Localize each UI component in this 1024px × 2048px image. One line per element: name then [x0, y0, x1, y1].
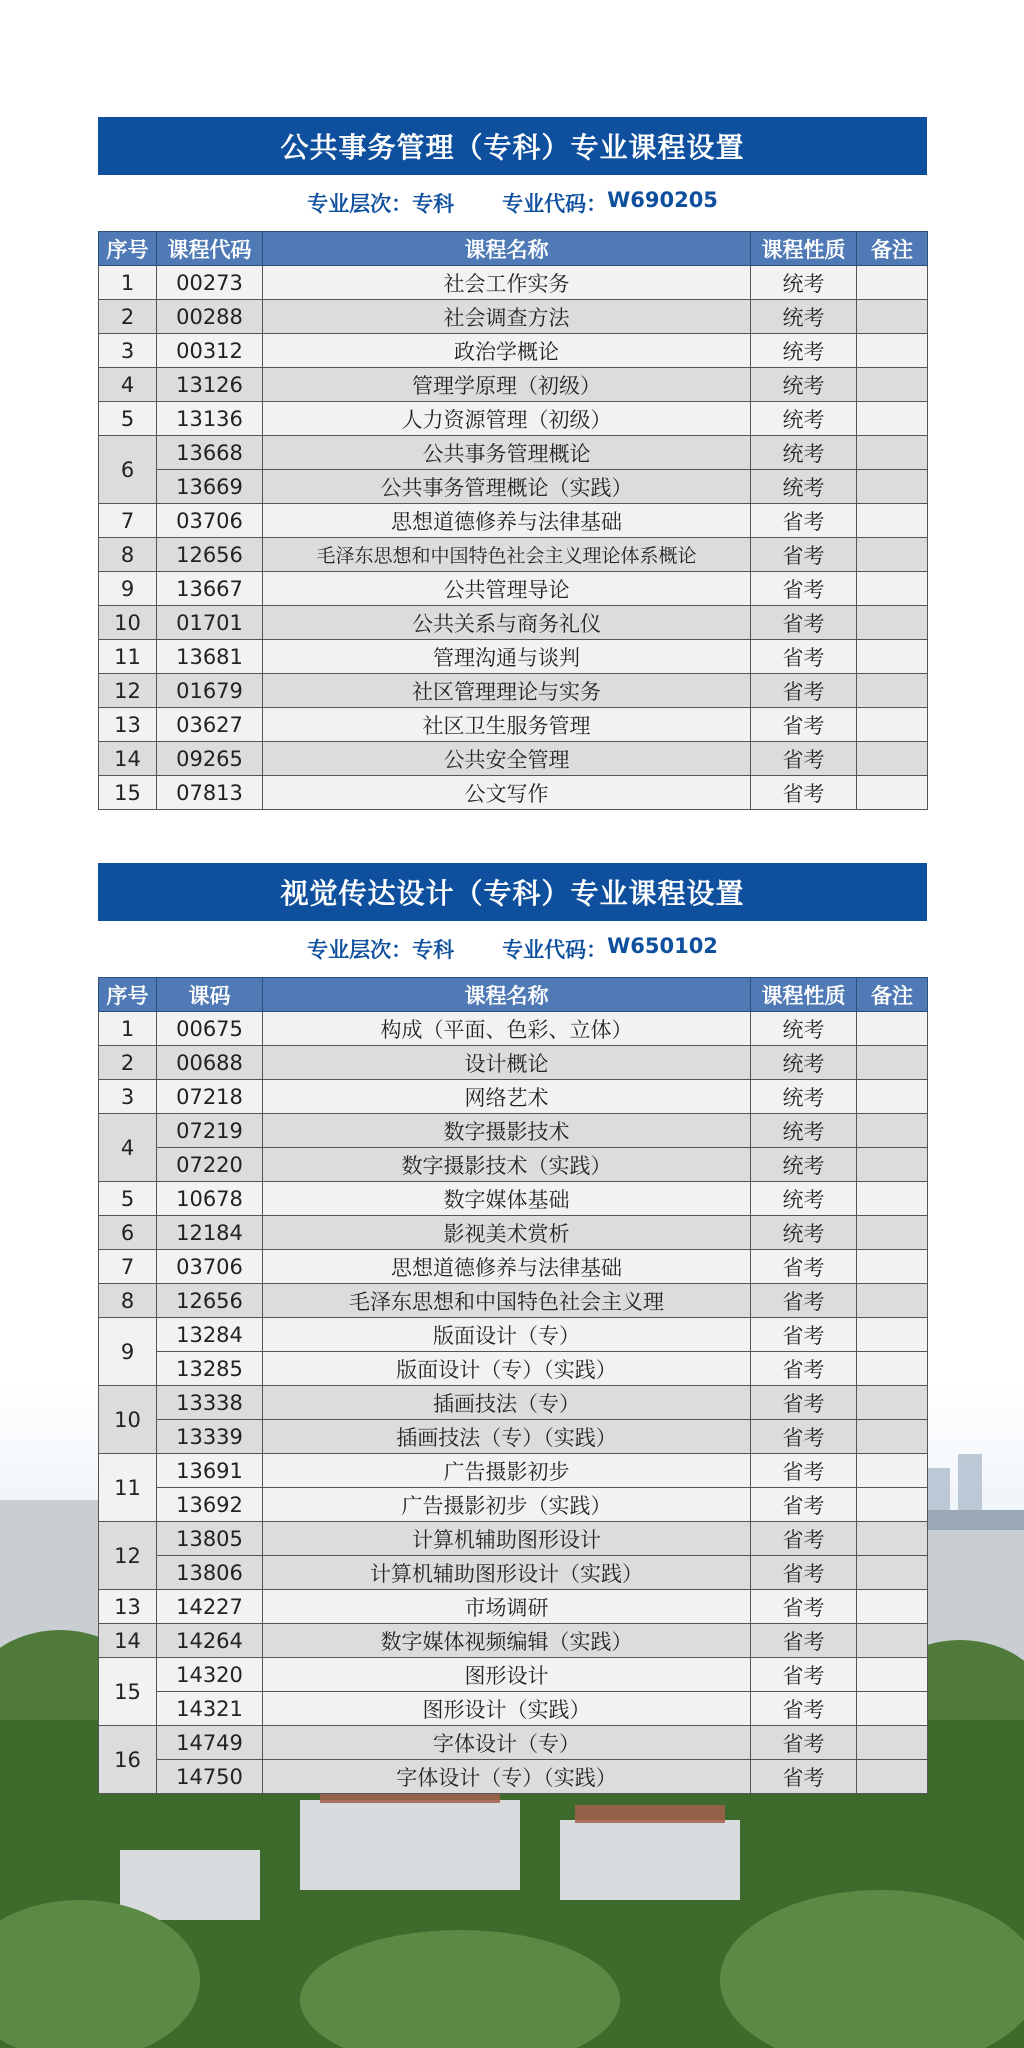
row-note — [857, 1726, 928, 1760]
table-row — [99, 1760, 928, 1794]
row-note — [857, 1420, 928, 1454]
row-name: 网络艺术 — [263, 1080, 751, 1114]
header-code: 课码 — [157, 978, 263, 1012]
table-row — [99, 640, 928, 674]
row-code: 13126 — [157, 368, 263, 402]
row-index: 16 — [99, 1726, 157, 1794]
row-type: 统考 — [751, 368, 857, 402]
row-note — [857, 1692, 928, 1726]
row-code: 13667 — [157, 572, 263, 606]
row-name: 数字摄影技术 — [263, 1114, 751, 1148]
row-type: 省考 — [751, 1352, 857, 1386]
row-index: 9 — [99, 1318, 157, 1386]
table-row — [99, 1080, 928, 1114]
row-type: 统考 — [751, 1182, 857, 1216]
row-index: 13 — [99, 1590, 157, 1624]
row-type: 省考 — [751, 1692, 857, 1726]
major-level-label: 专业层次： — [307, 938, 413, 962]
row-note — [857, 1250, 928, 1284]
table-row — [99, 1522, 928, 1556]
row-name: 插画技法（专） — [263, 1386, 751, 1420]
row-note — [857, 1216, 928, 1250]
major-level — [307, 188, 454, 218]
row-index: 10 — [99, 606, 157, 640]
row-name: 毛泽东思想和中国特色社会主义理论体系概论 — [263, 538, 751, 572]
row-type: 省考 — [751, 1420, 857, 1454]
header-note: 备注 — [857, 232, 928, 266]
row-type: 省考 — [751, 1250, 857, 1284]
row-code: 07220 — [157, 1148, 263, 1182]
row-code: 14320 — [157, 1658, 263, 1692]
row-code: 01701 — [157, 606, 263, 640]
row-type: 统考 — [751, 1216, 857, 1250]
row-note — [857, 538, 928, 572]
row-type: 统考 — [751, 300, 857, 334]
table-row — [99, 334, 928, 368]
table-row — [99, 470, 928, 504]
table-row — [99, 402, 928, 436]
row-index: 1 — [99, 1012, 157, 1046]
row-index: 6 — [99, 436, 157, 504]
row-name: 影视美术赏析 — [263, 1216, 751, 1250]
row-name: 市场调研 — [263, 1590, 751, 1624]
row-name: 图形设计 — [263, 1658, 751, 1692]
major-code-value: W690205 — [607, 188, 718, 212]
table-row — [99, 1658, 928, 1692]
table-row — [99, 776, 928, 810]
row-code: 13681 — [157, 640, 263, 674]
row-type: 省考 — [751, 708, 857, 742]
row-index: 12 — [99, 674, 157, 708]
row-index: 7 — [99, 1250, 157, 1284]
row-type: 省考 — [751, 1488, 857, 1522]
row-code: 00312 — [157, 334, 263, 368]
table-row — [99, 1352, 928, 1386]
row-code: 03706 — [157, 1250, 263, 1284]
row-index: 11 — [99, 1454, 157, 1522]
row-code: 09265 — [157, 742, 263, 776]
row-name: 字体设计（专）（实践） — [263, 1760, 751, 1794]
table-row — [99, 1318, 928, 1352]
major-info — [98, 921, 927, 977]
header-code: 课程代码 — [157, 232, 263, 266]
row-code: 14264 — [157, 1624, 263, 1658]
row-code: 07219 — [157, 1114, 263, 1148]
row-type: 省考 — [751, 1760, 857, 1794]
row-name: 版面设计（专）（实践） — [263, 1352, 751, 1386]
row-name: 社区管理理论与实务 — [263, 674, 751, 708]
row-type: 省考 — [751, 776, 857, 810]
row-note — [857, 606, 928, 640]
row-index: 3 — [99, 1080, 157, 1114]
row-code: 13136 — [157, 402, 263, 436]
row-type: 省考 — [751, 1522, 857, 1556]
row-type: 统考 — [751, 1080, 857, 1114]
major-code-label: 专业代码： — [502, 938, 608, 962]
row-code: 14321 — [157, 1692, 263, 1726]
row-name: 计算机辅助图形设计（实践） — [263, 1556, 751, 1590]
row-type: 统考 — [751, 1148, 857, 1182]
row-note — [857, 1046, 928, 1080]
row-note — [857, 640, 928, 674]
table-row — [99, 1046, 928, 1080]
row-type: 省考 — [751, 1658, 857, 1692]
row-code: 13692 — [157, 1488, 263, 1522]
row-type: 省考 — [751, 606, 857, 640]
header-name: 课程名称 — [263, 232, 751, 266]
major-code — [502, 934, 718, 964]
row-type: 统考 — [751, 1012, 857, 1046]
row-index: 4 — [99, 1114, 157, 1182]
row-index: 8 — [99, 538, 157, 572]
row-name: 图形设计（实践） — [263, 1692, 751, 1726]
row-note — [857, 504, 928, 538]
row-note — [857, 1658, 928, 1692]
course-table — [98, 231, 928, 810]
row-note — [857, 1454, 928, 1488]
table-row — [99, 436, 928, 470]
table-row — [99, 266, 928, 300]
section-title-banner: 视觉传达设计（专科）专业课程设置 — [98, 863, 927, 921]
row-name: 公文写作 — [263, 776, 751, 810]
row-name: 社会工作实务 — [263, 266, 751, 300]
row-index: 13 — [99, 708, 157, 742]
row-type: 省考 — [751, 504, 857, 538]
row-name: 设计概论 — [263, 1046, 751, 1080]
row-note — [857, 1760, 928, 1794]
table-row — [99, 1420, 928, 1454]
row-name: 政治学概论 — [263, 334, 751, 368]
row-index: 15 — [99, 1658, 157, 1726]
row-type: 省考 — [751, 1590, 857, 1624]
major-level-value: 专科 — [412, 192, 455, 216]
row-type: 省考 — [751, 1726, 857, 1760]
row-index: 10 — [99, 1386, 157, 1454]
row-code: 13339 — [157, 1420, 263, 1454]
table-header-row — [99, 978, 928, 1012]
table-row — [99, 1692, 928, 1726]
row-note — [857, 1488, 928, 1522]
table-row — [99, 1114, 928, 1148]
row-note — [857, 436, 928, 470]
table-row — [99, 674, 928, 708]
table-row — [99, 1590, 928, 1624]
row-index: 9 — [99, 572, 157, 606]
row-note — [857, 1012, 928, 1046]
row-type: 省考 — [751, 674, 857, 708]
table-row — [99, 504, 928, 538]
row-name: 计算机辅助图形设计 — [263, 1522, 751, 1556]
row-type: 省考 — [751, 1454, 857, 1488]
table-row — [99, 300, 928, 334]
course-section-public-affairs — [98, 117, 927, 810]
row-name: 字体设计（专） — [263, 1726, 751, 1760]
row-index: 2 — [99, 1046, 157, 1080]
table-row — [99, 1250, 928, 1284]
table-row — [99, 368, 928, 402]
row-code: 13805 — [157, 1522, 263, 1556]
row-type: 统考 — [751, 1114, 857, 1148]
table-row — [99, 1556, 928, 1590]
row-code: 01679 — [157, 674, 263, 708]
row-name: 广告摄影初步（实践） — [263, 1488, 751, 1522]
header-type: 课程性质 — [751, 232, 857, 266]
row-note — [857, 1352, 928, 1386]
row-note — [857, 1590, 928, 1624]
row-type: 统考 — [751, 402, 857, 436]
table-row — [99, 708, 928, 742]
row-index: 8 — [99, 1284, 157, 1318]
table-row — [99, 742, 928, 776]
row-code: 13668 — [157, 436, 263, 470]
row-type: 省考 — [751, 1556, 857, 1590]
row-code: 00688 — [157, 1046, 263, 1080]
row-name: 公共安全管理 — [263, 742, 751, 776]
row-code: 03706 — [157, 504, 263, 538]
row-code: 00273 — [157, 266, 263, 300]
row-index: 15 — [99, 776, 157, 810]
table-row — [99, 1624, 928, 1658]
course-table — [98, 977, 928, 1794]
row-type: 统考 — [751, 266, 857, 300]
row-note — [857, 1182, 928, 1216]
row-note — [857, 742, 928, 776]
row-index: 12 — [99, 1522, 157, 1590]
row-code: 12184 — [157, 1216, 263, 1250]
row-type: 省考 — [751, 1318, 857, 1352]
row-note — [857, 300, 928, 334]
section-title-banner: 公共事务管理（专科）专业课程设置 — [98, 117, 927, 175]
row-name: 管理沟通与谈判 — [263, 640, 751, 674]
row-name: 公共事务管理概论 — [263, 436, 751, 470]
row-code: 13284 — [157, 1318, 263, 1352]
table-row — [99, 1216, 928, 1250]
row-note — [857, 1386, 928, 1420]
major-level — [307, 934, 454, 964]
row-index: 7 — [99, 504, 157, 538]
row-name: 公共事务管理概论（实践） — [263, 470, 751, 504]
row-code: 03627 — [157, 708, 263, 742]
row-code: 00288 — [157, 300, 263, 334]
row-code: 13806 — [157, 1556, 263, 1590]
row-note — [857, 776, 928, 810]
row-type: 统考 — [751, 436, 857, 470]
table-row — [99, 606, 928, 640]
row-type: 省考 — [751, 572, 857, 606]
row-note — [857, 572, 928, 606]
row-type: 统考 — [751, 470, 857, 504]
row-note — [857, 1080, 928, 1114]
row-note — [857, 708, 928, 742]
row-index: 2 — [99, 300, 157, 334]
row-note — [857, 1114, 928, 1148]
row-type: 省考 — [751, 742, 857, 776]
row-name: 毛泽东思想和中国特色社会主义理 — [263, 1284, 751, 1318]
table-row — [99, 538, 928, 572]
row-index: 14 — [99, 742, 157, 776]
row-note — [857, 1556, 928, 1590]
row-type: 统考 — [751, 334, 857, 368]
row-type: 省考 — [751, 1386, 857, 1420]
row-name: 社会调查方法 — [263, 300, 751, 334]
row-name: 数字媒体视频编辑（实践） — [263, 1624, 751, 1658]
row-code: 07813 — [157, 776, 263, 810]
row-name: 数字摄影技术（实践） — [263, 1148, 751, 1182]
table-row — [99, 1454, 928, 1488]
table-row — [99, 1182, 928, 1216]
major-level-value: 专科 — [412, 938, 455, 962]
row-name: 思想道德修养与法律基础 — [263, 1250, 751, 1284]
row-index: 11 — [99, 640, 157, 674]
row-type: 统考 — [751, 1046, 857, 1080]
row-name: 插画技法（专）（实践） — [263, 1420, 751, 1454]
row-type: 省考 — [751, 538, 857, 572]
row-name: 广告摄影初步 — [263, 1454, 751, 1488]
course-section-visual-design — [98, 863, 927, 1794]
major-level-label: 专业层次： — [307, 192, 413, 216]
table-row — [99, 1012, 928, 1046]
row-index: 5 — [99, 1182, 157, 1216]
row-type: 省考 — [751, 1624, 857, 1658]
row-note — [857, 1284, 928, 1318]
row-note — [857, 334, 928, 368]
row-code: 07218 — [157, 1080, 263, 1114]
row-index: 4 — [99, 368, 157, 402]
row-code: 12656 — [157, 538, 263, 572]
row-code: 13285 — [157, 1352, 263, 1386]
header-index: 序号 — [99, 978, 157, 1012]
row-type: 省考 — [751, 640, 857, 674]
table-row — [99, 1488, 928, 1522]
row-name: 构成（平面、色彩、立体） — [263, 1012, 751, 1046]
row-index: 1 — [99, 266, 157, 300]
row-code: 13691 — [157, 1454, 263, 1488]
row-note — [857, 1318, 928, 1352]
row-code: 13338 — [157, 1386, 263, 1420]
major-info — [98, 175, 927, 231]
row-code: 14749 — [157, 1726, 263, 1760]
row-note — [857, 266, 928, 300]
row-note — [857, 1148, 928, 1182]
row-index: 14 — [99, 1624, 157, 1658]
row-code: 14227 — [157, 1590, 263, 1624]
header-name: 课程名称 — [263, 978, 751, 1012]
major-code-label: 专业代码： — [502, 192, 608, 216]
major-code-value: W650102 — [607, 934, 718, 958]
header-note: 备注 — [857, 978, 928, 1012]
row-code: 00675 — [157, 1012, 263, 1046]
row-note — [857, 1624, 928, 1658]
row-code: 14750 — [157, 1760, 263, 1794]
row-index: 5 — [99, 402, 157, 436]
row-code: 10678 — [157, 1182, 263, 1216]
row-type: 省考 — [751, 1284, 857, 1318]
row-name: 管理学原理（初级） — [263, 368, 751, 402]
header-index: 序号 — [99, 232, 157, 266]
row-name: 公共管理导论 — [263, 572, 751, 606]
row-index: 3 — [99, 334, 157, 368]
row-name: 公共关系与商务礼仪 — [263, 606, 751, 640]
row-name: 人力资源管理（初级） — [263, 402, 751, 436]
row-note — [857, 402, 928, 436]
row-code: 12656 — [157, 1284, 263, 1318]
row-code: 13669 — [157, 470, 263, 504]
header-type: 课程性质 — [751, 978, 857, 1012]
table-row — [99, 572, 928, 606]
row-note — [857, 368, 928, 402]
table-header-row — [99, 232, 928, 266]
row-name: 数字媒体基础 — [263, 1182, 751, 1216]
row-name: 版面设计（专） — [263, 1318, 751, 1352]
row-name: 思想道德修养与法律基础 — [263, 504, 751, 538]
row-note — [857, 1522, 928, 1556]
table-row — [99, 1726, 928, 1760]
table-row — [99, 1148, 928, 1182]
table-row — [99, 1284, 928, 1318]
row-note — [857, 674, 928, 708]
row-note — [857, 470, 928, 504]
table-row — [99, 1386, 928, 1420]
row-name: 社区卫生服务管理 — [263, 708, 751, 742]
major-code — [502, 188, 718, 218]
row-index: 6 — [99, 1216, 157, 1250]
